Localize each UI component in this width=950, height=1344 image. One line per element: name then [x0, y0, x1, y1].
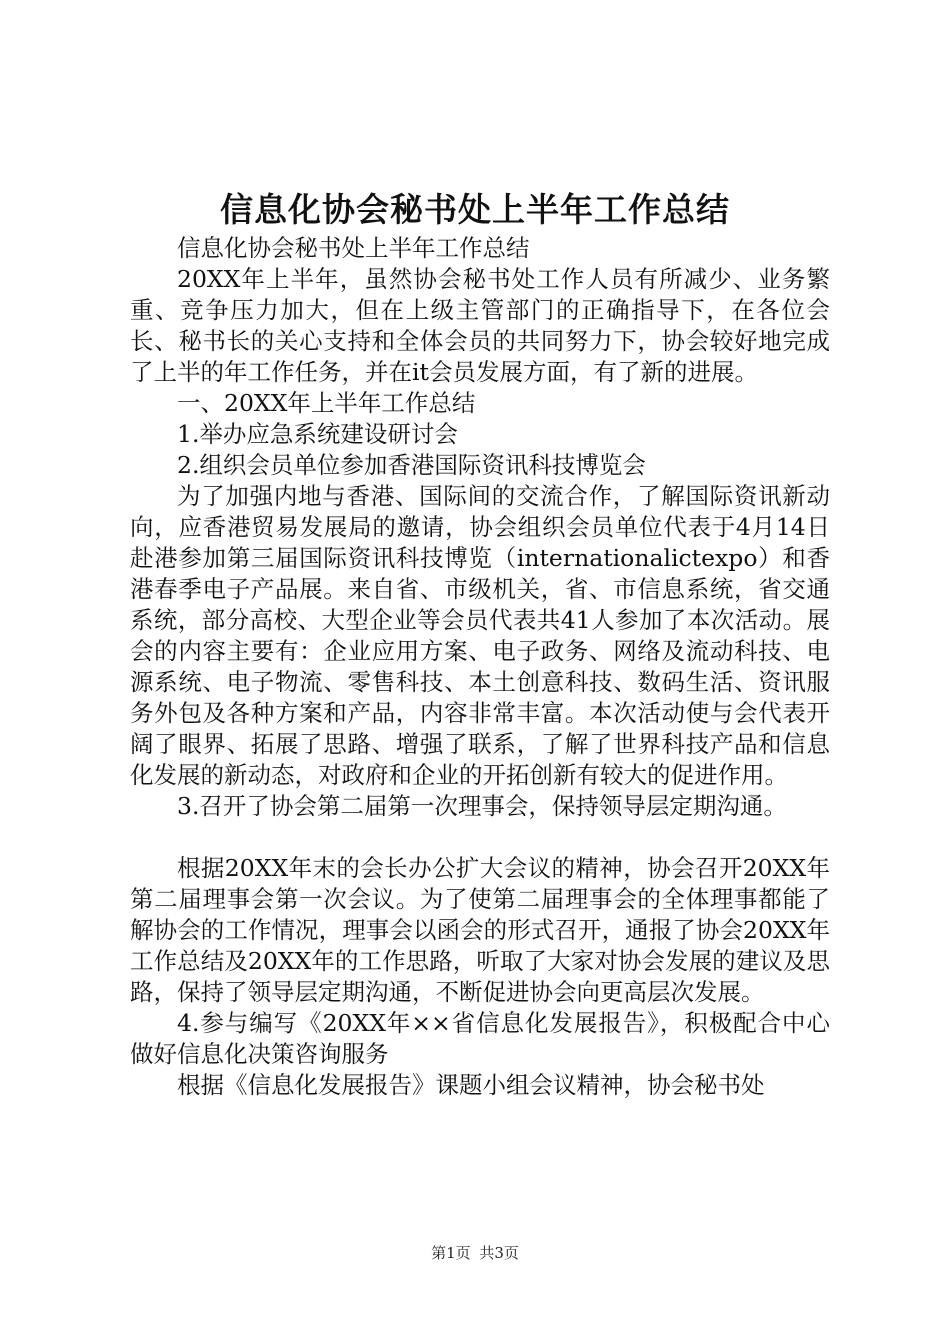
paragraph-expo: 为了加强内地与香港、国际间的交流合作，了解国际资讯新动向，应香港贸易发展局的邀请，协会组织会员单位代表于4月14日赴港参加第三届国际资讯科技博览（internationalictexpo）和香港春季电子产品展。来自省、市级机关，省、市信息系统，省交通系统，部分高校、大型企业等会员代表共41人参加了本次活动。展会的内容主要有：企业应用方案、电子政务、网络及流动科技、电源系统、电子物流、零售科技、本土创意科技、数码生活、资讯服务外包及各种方案和产品，内容非常丰富。本次活动使与会代表开阔了眼界、拓展了思路、增强了联系，了解了世界科技产品和信息化发展的新动态，对政府和企业的开拓创新有较大的促进作用。: [130, 482, 830, 789]
list-item-3: 3.召开了协会第二届第一次理事会，保持领导层定期沟通。: [177, 792, 787, 820]
paragraph-council: 根据20XX年末的会长办公扩大会议的精神，协会召开20XX年第二届理事会第一次会议。为了使第二届理事会的全体理事都能了解协会的工作情况，理事会以函会的形式召开，通报了协会20XX年工作总结及20XX年的工作思路，听取了大家对协会发展的建议及思路，保持了领导层定期沟通，不断促进协会向更高层次发展。: [130, 854, 830, 1006]
page-footer: [0, 1242, 950, 1264]
page-number: 第1页: [431, 1244, 471, 1262]
list-item-1: 1.举办应急系统建设研讨会: [177, 420, 458, 448]
document-title: 信息化协会秘书处上半年工作总结: [220, 190, 730, 229]
blank-line: [130, 822, 830, 853]
paragraph-subtitle: 信息化协会秘书处上半年工作总结: [177, 234, 530, 262]
list-item-2: 2.组织会员单位参加香港国际资讯科技博览会: [177, 451, 646, 479]
paragraph-report: 根据《信息化发展报告》课题小组会议精神，协会秘书处: [177, 1071, 765, 1099]
page-total: 共3页: [479, 1244, 519, 1262]
paragraph-intro: 20XX年上半年，虽然协会秘书处工作人员有所减少、业务繁重、竞争压力加大，但在上级主管部门的正确指导下，在各位会长、秘书长的关心支持和全体会员的共同努力下，协会较好地完成了上半的年工作任务，并在it会员发展方面，有了新的进展。: [130, 265, 830, 386]
list-item-4: 4.参与编写《20XX年××省信息化发展报告》，积极配合中心做好信息化决策咨询服务: [130, 1009, 830, 1068]
section-heading-1: 一、20XX年上半年工作总结: [177, 389, 476, 417]
document-body: [130, 233, 830, 1101]
